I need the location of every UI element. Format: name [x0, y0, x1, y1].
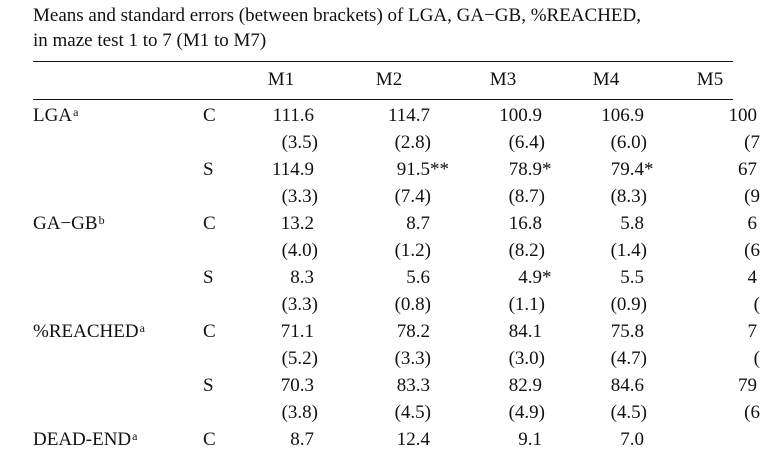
mean-number: 79: [738, 375, 757, 396]
mean-value: [729, 104, 758, 128]
mean-number: 114.7: [387, 105, 430, 126]
mean-number: 83.3: [396, 375, 430, 396]
mean-value: [620, 266, 644, 290]
measure-name: LGA: [33, 105, 73, 126]
mean-value: [397, 320, 430, 344]
footnote-marker: a: [139, 321, 145, 335]
mean-value: [397, 428, 430, 452]
caption-line-2: in maze test 1 to 7 (M1 to M7): [33, 30, 267, 51]
mean-value: [748, 212, 758, 236]
group-label: C: [203, 105, 216, 126]
group-label: C: [203, 429, 216, 450]
mean-number: 100.9: [499, 105, 542, 126]
mean-number: 67: [738, 159, 757, 180]
table-caption: [33, 3, 641, 53]
mean-value: [290, 266, 314, 290]
mean-number: 78.2: [396, 321, 430, 342]
measure-name: %REACHED: [33, 321, 139, 342]
footnote-marker: a: [132, 429, 138, 443]
mean-number: 13.2: [280, 213, 314, 234]
table-top-rule: [33, 61, 733, 62]
mean-number: 91.5: [396, 159, 430, 180]
mean-value: 4.9*: [518, 267, 552, 288]
standard-error-value: (8.2): [508, 240, 545, 261]
mean-value: [406, 266, 430, 290]
group-label: C: [203, 321, 216, 342]
standard-error-value: (4.9): [508, 402, 545, 423]
column-header: M1: [267, 69, 295, 90]
standard-error-value: (3.3): [281, 186, 318, 207]
mean-number: 8.7: [406, 213, 430, 234]
standard-error-value: (: [753, 294, 760, 315]
mean-value: [272, 158, 314, 182]
mean-number: 8.3: [290, 267, 314, 288]
standard-error-value: (9: [744, 186, 760, 207]
standard-error-value: (6.4): [508, 132, 545, 153]
mean-number: 5.6: [406, 267, 430, 288]
standard-error-value: (1.4): [610, 240, 647, 261]
mean-number: 70.3: [280, 375, 314, 396]
mean-value: [738, 158, 757, 182]
standard-error-value: (1.2): [394, 240, 431, 261]
standard-error-value: (4.5): [394, 402, 431, 423]
mean-number: 8.7: [290, 429, 314, 450]
mean-number: 16.8: [508, 213, 542, 234]
standard-error-value: (3.0): [508, 348, 545, 369]
caption-line-1: Means and standard errors (between brackets) of LGA, GA−GB, %REACHED,: [33, 5, 641, 26]
mean-number: 4: [747, 267, 757, 288]
standard-error-value: (3.8): [281, 402, 318, 423]
mean-number: 9.1: [518, 429, 542, 450]
standard-error-value: (8.3): [610, 186, 647, 207]
row-measure-label: [33, 320, 145, 344]
mean-value: [388, 104, 430, 128]
group-label: C: [203, 213, 216, 234]
standard-error-value: (6.0): [610, 132, 647, 153]
mean-value: [601, 104, 644, 128]
column-header: M5: [696, 69, 724, 90]
standard-error-value: (3.3): [394, 348, 431, 369]
standard-error-value: (4.0): [281, 240, 318, 261]
mean-number: 12.4: [396, 429, 430, 450]
mean-number: 106.9: [601, 105, 644, 126]
column-header: M2: [375, 69, 403, 90]
column-header: M4: [592, 69, 620, 90]
mean-value: 91.5**: [396, 159, 449, 180]
mean-value: [748, 320, 758, 344]
mean-value: [397, 374, 430, 398]
mean-number: 75.8: [610, 321, 644, 342]
standard-error-value: (1.1): [508, 294, 545, 315]
column-header: M3: [489, 69, 517, 90]
mean-value: [499, 104, 542, 128]
mean-value: [518, 428, 542, 452]
mean-number: 111.6: [272, 105, 314, 126]
row-measure-label: [33, 212, 105, 236]
mean-value: [406, 212, 430, 236]
measure-name: GA−GB: [33, 213, 98, 234]
standard-error-value: (7: [744, 132, 760, 153]
mean-value: [509, 212, 542, 236]
standard-error-value: (7.4): [394, 186, 431, 207]
mean-value: 79.4*: [610, 159, 654, 180]
mean-number: 5.5: [620, 267, 644, 288]
mean-value: [620, 428, 644, 452]
mean-value: [611, 374, 644, 398]
mean-value: [611, 320, 644, 344]
standard-error-value: (5.2): [281, 348, 318, 369]
mean-value: 78.9*: [508, 159, 552, 180]
mean-number: 6: [747, 213, 757, 234]
row-measure-label: [33, 428, 137, 452]
mean-number: 5.8: [620, 213, 644, 234]
standard-error-value: (4.7): [610, 348, 647, 369]
mean-number: 71.1: [280, 321, 314, 342]
standard-error-value: (0.8): [394, 294, 431, 315]
standard-error-value: (3.3): [281, 294, 318, 315]
group-label: S: [203, 375, 214, 396]
mean-value: [620, 212, 644, 236]
mean-number: 7.0: [620, 429, 644, 450]
mean-value: [509, 320, 542, 344]
group-label: S: [203, 267, 214, 288]
standard-error-value: (3.5): [281, 132, 318, 153]
row-measure-label: [33, 104, 78, 128]
standard-error-value: (6: [744, 240, 760, 261]
measure-name: DEAD-END: [33, 429, 132, 450]
mean-value: [281, 374, 314, 398]
mean-value: [273, 104, 314, 128]
mean-number: 7: [747, 321, 757, 342]
mean-value: [281, 320, 314, 344]
standard-error-value: (4.5): [610, 402, 647, 423]
mean-number: 4.9: [518, 267, 542, 288]
mean-number: 114.9: [271, 159, 314, 180]
standard-error-value: (: [753, 348, 760, 369]
mean-number: 78.9: [508, 159, 542, 180]
footnote-marker: a: [73, 105, 79, 119]
mean-value: [748, 266, 758, 290]
standard-error-value: (6: [744, 402, 760, 423]
mean-number: 100: [728, 105, 757, 126]
standard-error-value: (0.9): [610, 294, 647, 315]
mean-value: [738, 374, 757, 398]
mean-number: 84.6: [610, 375, 644, 396]
standard-error-value: (2.8): [394, 132, 431, 153]
standard-error-value: (8.7): [508, 186, 545, 207]
mean-number: 79.4: [610, 159, 644, 180]
group-label: S: [203, 159, 214, 180]
mean-value: [509, 374, 542, 398]
mean-value: [290, 428, 314, 452]
mean-number: 84.1: [508, 321, 542, 342]
mean-value: [281, 212, 314, 236]
footnote-marker: b: [98, 213, 105, 227]
table-header-rule: [33, 99, 733, 100]
mean-number: 82.9: [508, 375, 542, 396]
